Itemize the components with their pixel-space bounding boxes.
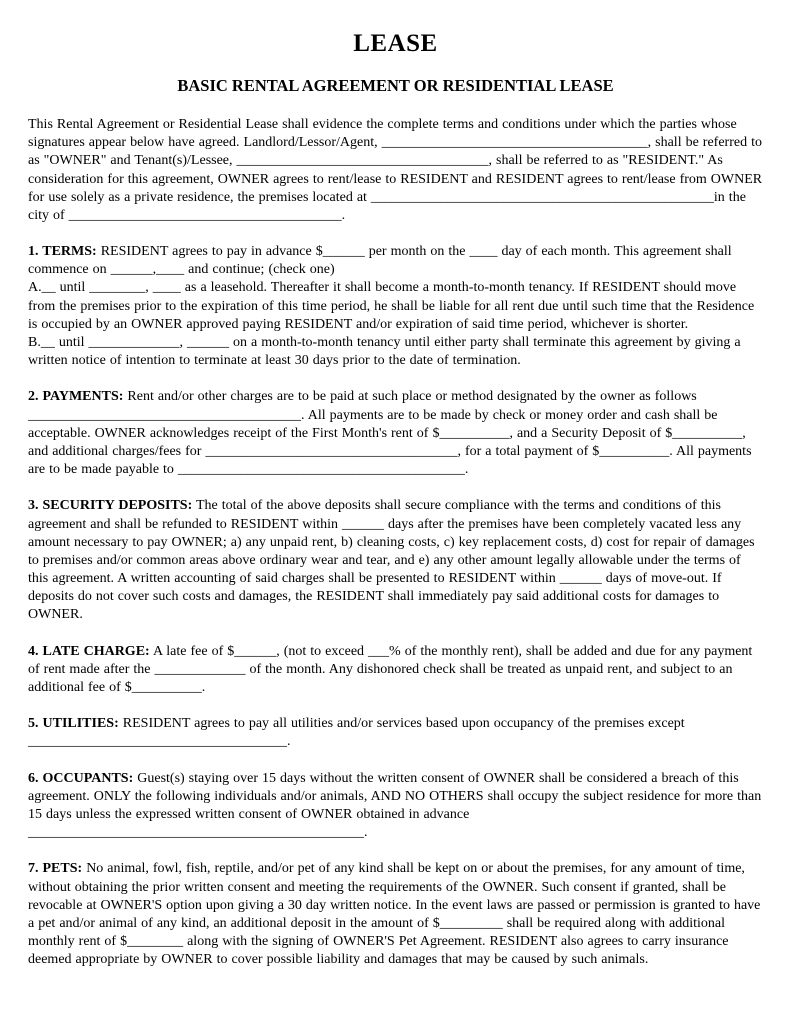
section-terms-clause-b: B.__ until _____________, ______ on a month-to-month tenancy until either party shall terminate this agreement by giving a written notice of intention to terminate at least 30 days prior to the date of termination. [28, 335, 741, 369]
document-title: LEASE [353, 30, 438, 57]
section-security-deposits [28, 497, 763, 624]
section-terms [28, 243, 763, 370]
section-late-charge-body: A late fee of $______, (not to exceed ___% of the monthly rent), shall be added and due for any payment of rent made after the _____________ of the month. Any dishonored check shall be treated as unpaid rent, and subject to an additional fee of $__________. [28, 643, 753, 695]
section-security-deposits-heading: 3. SECURITY DEPOSITS: [28, 498, 193, 514]
section-occupants-body: Guest(s) staying over 15 days without the written consent of OWNER shall be considered a breach of this agreement. ONLY the following individuals and/or animals, AND NO OTHERS shall occupy the subject residence for more than 15 days unless the expressed written consent of OWNER obtained in advance ________________________________________________. [28, 770, 762, 841]
section-pets-heading: 7. PETS: [28, 861, 83, 877]
section-payments [28, 388, 763, 479]
section-occupants [28, 770, 763, 843]
section-late-charge-heading: 4. LATE CHARGE: [28, 643, 150, 659]
section-pets-paragraph [28, 860, 763, 969]
section-pets-body: No animal, fowl, fish, reptile, and/or pet of any kind shall be kept on or about the premises, for any amount of time, without obtaining the prior written consent and meeting the requirements of the OWNER. Such consent if granted, shall be revocable at OWNER'S option upon giving a 30 day written notice. In the event laws are passed or permission is granted to have a pet and/or animal of any kind, an additional deposit in the amount of $_________ shall be required along with additional monthly rent of $________ along with the signing of OWNER'S Pet Agreement. RESIDENT also agrees to carry insurance deemed appropriate by OWNER to cover possible liability and damages that may be caused by such animals. [28, 861, 761, 968]
section-occupants-paragraph [28, 770, 763, 843]
section-utilities [28, 715, 763, 751]
section-terms-lead-paragraph [28, 243, 763, 279]
section-payments-heading: 2. PAYMENTS: [28, 389, 124, 405]
section-late-charge [28, 643, 763, 698]
section-pets [28, 860, 763, 969]
section-terms-heading: 1. TERMS: [28, 244, 97, 260]
document-subtitle: BASIC RENTAL AGREEMENT OR RESIDENTIAL LEASE [177, 75, 614, 95]
section-payments-body: Rent and/or other charges are to be paid at such place or method designated by the owner as follows _______________________________________. All payments are to be made by check or money order and cash shall be acceptable. OWNER acknowledges receipt of the First Month's rent of $__________, and a Security Deposit of $__________, and additional charges/fees for ____________________________________, for a total payment of $__________. All payments are to be made payable to _________________________________________. [28, 389, 752, 478]
section-terms-clause-a: A.__ until ________, ____ as a leasehold. Thereafter it shall become a month-to-month tenancy. If RESIDENT should move from the premises prior to the expiration of this time period, he shall be liable for all rent due until such time that the Residence is occupied by an OWNER approved paying RESIDENT and/or expiration of said time period, whichever is shorter. [28, 280, 755, 332]
section-security-deposits-body: The total of the above deposits shall secure compliance with the terms and conditions of this agreement and shall be refunded to RESIDENT within ______ days after the premises have been completely vacated less any amount necessary to pay OWNER; a) any unpaid rent, b) cleaning costs, c) key replacement costs, d) cost for repair of damages to premises and/or common areas above ordinary wear and tear, and e) any other amount legally allowable under the terms of this agreement. A written accounting of said charges shall be presented to RESIDENT within ______ days of move-out. If deposits do not cover such costs and damages, the RESIDENT shall immediately pay said additional costs for damages to OWNER. [28, 498, 755, 623]
section-security-deposits-paragraph [28, 497, 763, 624]
section-utilities-paragraph [28, 715, 763, 751]
section-terms-body: RESIDENT agrees to pay in advance $______ per month on the ____ day of each month. This agreement shall commence on ______,____ and continue; (check one) [28, 244, 732, 278]
section-utilities-body: RESIDENT agrees to pay all utilities and/or services based upon occupancy of the premises except _____________________________________. [28, 716, 685, 750]
section-utilities-heading: 5. UTILITIES: [28, 716, 119, 732]
section-payments-paragraph [28, 388, 763, 479]
section-late-charge-paragraph [28, 643, 763, 698]
intro-paragraph: This Rental Agreement or Residential Lease shall evidence the complete terms and conditions under which the parties whose signatures appear below have agreed. Landlord/Lessor/Agent, ______________________________________, shall be referred to as "OWNER" and Tenant(s)/Lessee, ____________________________________, shall be referred to as "RESIDENT." As consideration for this agreement, OWNER agrees to rent/lease to RESIDENT and RESIDENT agrees to rent/lease from OWNER for use solely as a private residence, the premises located at _________________________________________________in the city of _______________________________________. [28, 116, 763, 223]
section-occupants-heading: 6. OCCUPANTS: [28, 770, 134, 786]
